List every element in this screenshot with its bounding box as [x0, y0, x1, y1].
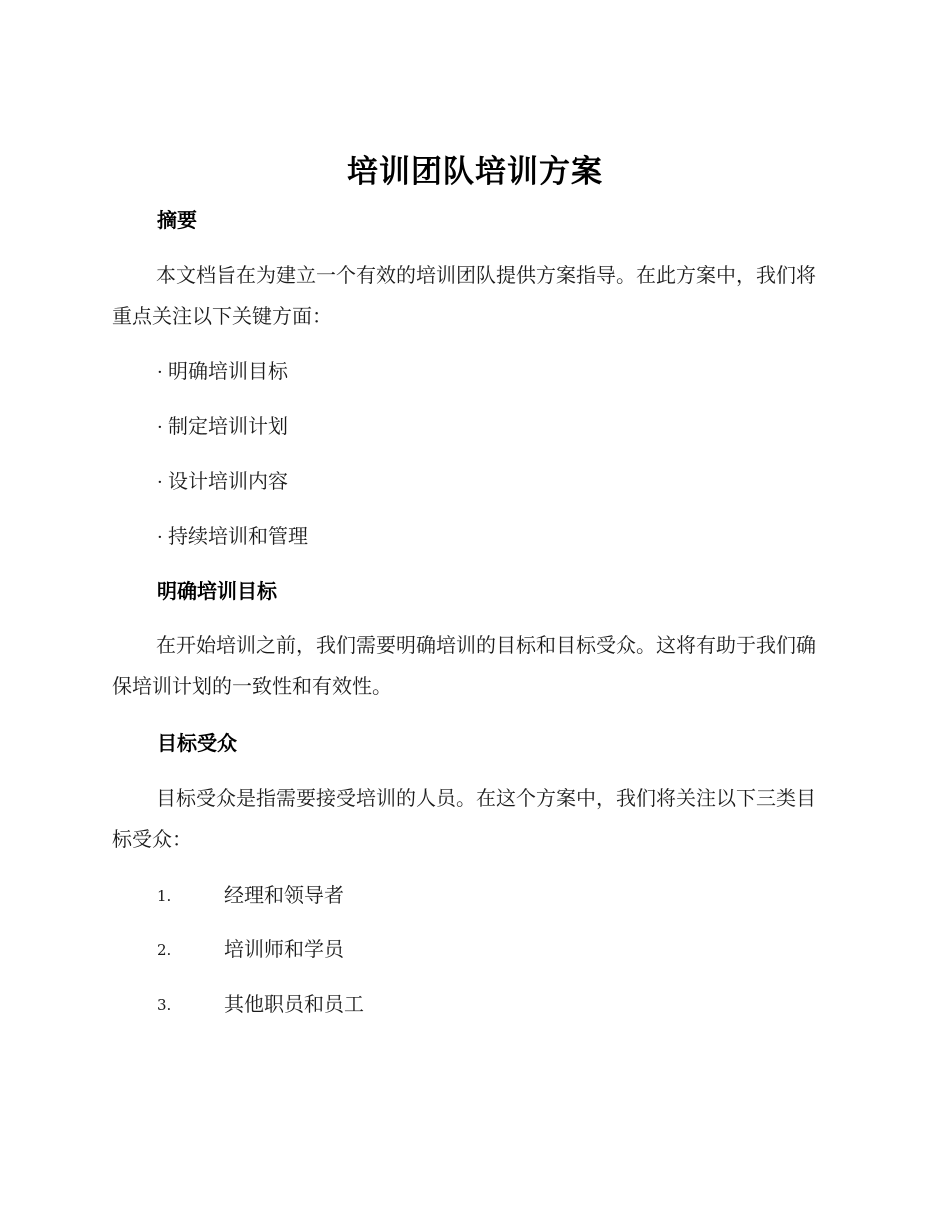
abstract-paragraph: 本文档旨在为建立一个有效的培训团队提供方案指导。在此方案中，我们将重点关注以下关键方面： [112, 263, 816, 328]
bullet-item [157, 412, 288, 442]
bullet-symbol: · [157, 417, 163, 438]
bullet-text: 明确培训目标 [168, 359, 288, 383]
list-item-text: 经理和领导者 [224, 883, 344, 907]
bullet-text: 制定培训计划 [168, 414, 288, 438]
goals-paragraph: 在开始培训之前，我们需要明确培训的目标和目标受众。这将有助于我们确保培训计划的一致性和有效性。 [112, 633, 816, 698]
list-number: 2. [157, 941, 172, 959]
bullet-symbol: · [157, 472, 163, 493]
list-number: 3. [157, 996, 172, 1014]
bullet-item [157, 357, 288, 387]
bullet-item [157, 522, 308, 552]
list-number: 1. [157, 887, 172, 905]
list-item-text: 培训师和学员 [224, 937, 344, 961]
bullet-symbol: · [157, 362, 163, 383]
audience-paragraph: 目标受众是指需要接受培训的人员。在这个方案中，我们将关注以下三类目标受众： [112, 786, 816, 851]
section-heading-audience: 目标受众 [157, 731, 237, 755]
bullet-item [157, 467, 288, 497]
list-item-text: 其他职员和员工 [224, 992, 364, 1016]
section-heading-abstract: 摘要 [157, 208, 197, 232]
bullet-text: 设计培训内容 [168, 469, 288, 493]
section-heading-goals: 明确培训目标 [157, 579, 277, 603]
document-title: 培训团队培训方案 [347, 154, 603, 190]
bullet-text: 持续培训和管理 [168, 524, 308, 548]
bullet-symbol: · [157, 527, 163, 548]
